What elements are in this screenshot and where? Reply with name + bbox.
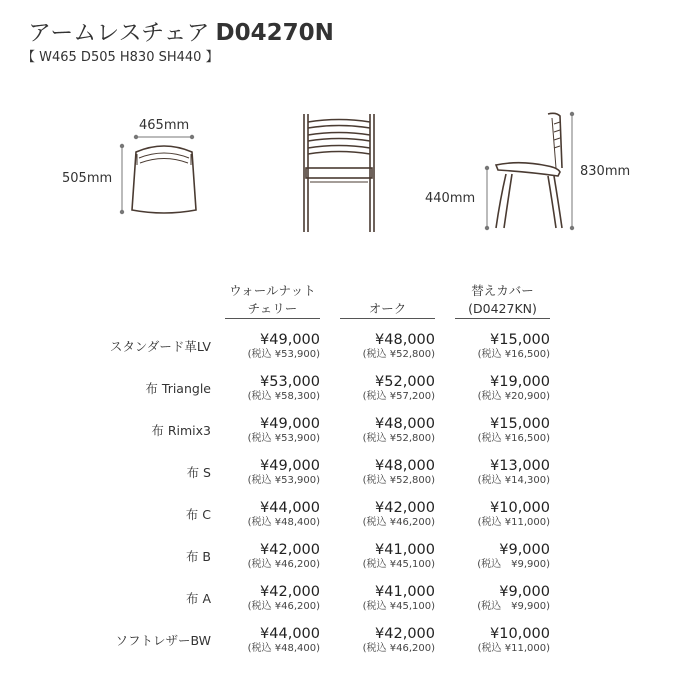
price-value: ¥9,000 xyxy=(499,583,550,600)
price-cell xyxy=(455,367,550,409)
price-cell xyxy=(455,493,550,535)
price-cell xyxy=(340,367,435,409)
top-view-drawing xyxy=(120,135,196,214)
price-tax-included: (税込 ¥9,900) xyxy=(477,558,550,570)
price-tax-included: (税込 ¥48,400) xyxy=(247,516,320,528)
price-tax-included: (税込 ¥9,900) xyxy=(477,600,550,612)
product-name: アームレスチェア xyxy=(28,20,210,46)
price-cell xyxy=(340,577,435,619)
column-header-line: 替えカバー xyxy=(471,283,534,298)
price-tax-included: (税込 ¥11,000) xyxy=(477,516,550,528)
price-cell xyxy=(225,451,320,493)
table-row xyxy=(95,451,550,493)
table-row xyxy=(95,535,550,577)
price-cell xyxy=(340,619,435,661)
top-width-label: 465mm xyxy=(139,118,190,133)
price-tax-included: (税込 ¥53,900) xyxy=(247,432,320,444)
price-value: ¥44,000 xyxy=(260,499,320,516)
price-value: ¥42,000 xyxy=(260,541,320,558)
price-cell xyxy=(340,319,435,368)
price-value: ¥19,000 xyxy=(490,373,550,390)
price-tax-included: (税込 ¥57,200) xyxy=(362,390,435,402)
price-tax-included: (税込 ¥11,000) xyxy=(477,642,550,654)
price-cell xyxy=(225,535,320,577)
price-value: ¥53,000 xyxy=(260,373,320,390)
price-cell xyxy=(225,409,320,451)
price-value: ¥42,000 xyxy=(375,625,435,642)
price-tax-included: (税込 ¥45,100) xyxy=(362,558,435,570)
price-tax-included: (税込 ¥53,900) xyxy=(247,348,320,360)
table-row xyxy=(95,577,550,619)
price-tax-included: (税込 ¥45,100) xyxy=(362,600,435,612)
seat-height-label: 440mm xyxy=(425,191,476,206)
price-cell xyxy=(340,535,435,577)
price-value: ¥52,000 xyxy=(375,373,435,390)
price-value: ¥49,000 xyxy=(260,331,320,348)
table-row xyxy=(95,493,550,535)
price-value: ¥13,000 xyxy=(490,457,550,474)
table-row xyxy=(95,319,550,368)
price-tax-included: (税込 ¥20,900) xyxy=(477,390,550,402)
price-tax-included: (税込 ¥52,800) xyxy=(362,432,435,444)
price-tax-included: (税込 ¥58,300) xyxy=(247,390,320,402)
product-code: D04270N xyxy=(215,20,334,46)
price-value: ¥49,000 xyxy=(260,457,320,474)
price-value: ¥15,000 xyxy=(490,331,550,348)
price-tax-included: (税込 ¥46,200) xyxy=(362,516,435,528)
table-row xyxy=(95,367,550,409)
price-cell xyxy=(455,577,550,619)
top-depth-label: 505mm xyxy=(62,171,113,186)
header-oak xyxy=(340,272,435,319)
price-cell xyxy=(225,619,320,661)
material-label: ソフトレザーBW xyxy=(115,633,211,648)
overall-height-label: 830mm xyxy=(580,164,631,179)
price-cell xyxy=(455,451,550,493)
price-value: ¥10,000 xyxy=(490,499,550,516)
column-header-line: ウォールナット xyxy=(229,283,316,298)
price-tax-included: (税込 ¥46,200) xyxy=(247,600,320,612)
price-tax-included: (税込 ¥53,900) xyxy=(247,474,320,486)
chair-drawings xyxy=(0,0,700,260)
price-value: ¥49,000 xyxy=(260,415,320,432)
price-value: ¥41,000 xyxy=(375,541,435,558)
price-table-header xyxy=(95,272,550,319)
price-cell xyxy=(225,319,320,368)
dimension-summary: 【 W465 D505 H830 SH440 】 xyxy=(22,50,219,65)
material-label: 布 C xyxy=(185,507,211,522)
price-value: ¥48,000 xyxy=(375,457,435,474)
price-cell xyxy=(340,409,435,451)
price-value: ¥10,000 xyxy=(490,625,550,642)
material-label: 布 Rimix3 xyxy=(151,423,211,438)
price-tax-included: (税込 ¥16,500) xyxy=(477,348,550,360)
price-tax-included: (税込 ¥52,800) xyxy=(362,474,435,486)
column-header-line: オーク xyxy=(368,301,407,316)
column-header-line: (D0427KN) xyxy=(468,301,537,316)
price-tax-included: (税込 ¥46,200) xyxy=(247,558,320,570)
price-value: ¥48,000 xyxy=(375,331,435,348)
price-value: ¥42,000 xyxy=(375,499,435,516)
table-row xyxy=(95,619,550,661)
price-tax-included: (税込 ¥46,200) xyxy=(362,642,435,654)
price-tax-included: (税込 ¥16,500) xyxy=(477,432,550,444)
price-table xyxy=(95,272,550,661)
material-label: 布 S xyxy=(186,465,211,480)
price-value: ¥41,000 xyxy=(375,583,435,600)
price-cell xyxy=(455,619,550,661)
price-value: ¥44,000 xyxy=(260,625,320,642)
price-tax-included: (税込 ¥52,800) xyxy=(362,348,435,360)
front-view-drawing xyxy=(304,114,374,232)
price-cell xyxy=(225,367,320,409)
side-view-drawing xyxy=(485,112,574,230)
price-value: ¥15,000 xyxy=(490,415,550,432)
material-label: 布 Triangle xyxy=(145,381,211,396)
header-walnut-cherry xyxy=(225,272,320,319)
price-tax-included: (税込 ¥48,400) xyxy=(247,642,320,654)
price-cell xyxy=(455,319,550,368)
price-cell xyxy=(455,535,550,577)
price-cell xyxy=(225,493,320,535)
column-header-line: チェリー xyxy=(247,301,298,316)
price-cell xyxy=(340,493,435,535)
price-cell xyxy=(225,577,320,619)
price-cell xyxy=(340,451,435,493)
table-row xyxy=(95,409,550,451)
price-value: ¥42,000 xyxy=(260,583,320,600)
material-label: スタンダード革LV xyxy=(109,338,211,354)
material-label: 布 A xyxy=(185,591,211,606)
price-cell xyxy=(455,409,550,451)
header-replacement-cover xyxy=(455,272,550,319)
price-value: ¥48,000 xyxy=(375,415,435,432)
price-tax-included: (税込 ¥14,300) xyxy=(477,474,550,486)
price-value: ¥9,000 xyxy=(499,541,550,558)
material-label: 布 B xyxy=(185,549,211,564)
